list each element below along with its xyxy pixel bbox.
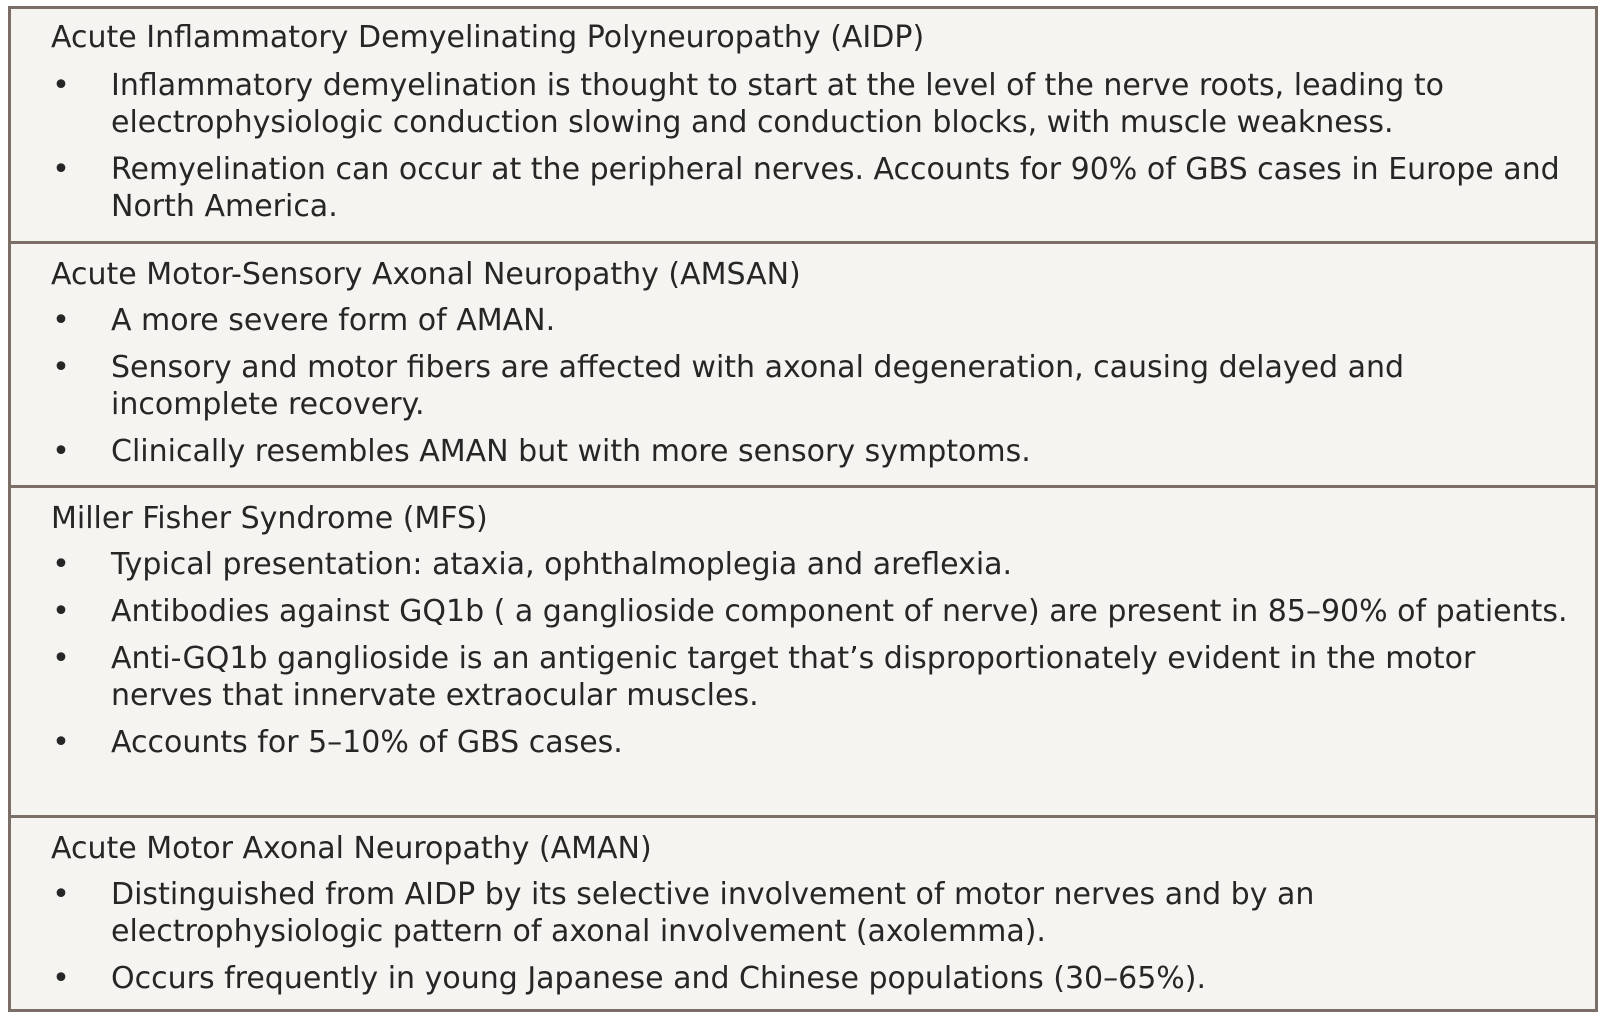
list-item-text: Occurs frequently in young Japanese and Chinese populations (30–65%).	[111, 961, 1207, 996]
list-item-text: Distinguished from AIDP by its selective involvement of motor nerves and by an electrophysiologic pattern of axonal involvement (axolemma).	[111, 877, 1315, 949]
list-item	[11, 546, 1595, 583]
list-item-text: Inflammatory demyelination is thought to start at the level of the nerve roots, leading to electrophysiologic conduction slowing and conduction blocks, with muscle weakness.	[111, 68, 1444, 140]
section-title: Miller Fisher Syndrome (MFS)	[51, 501, 488, 536]
list-item	[11, 876, 1595, 950]
bullet-icon: •	[52, 547, 70, 582]
bullet-icon: •	[52, 303, 70, 338]
list-item-text: A more severe form of AMAN.	[111, 303, 556, 338]
section-amsan	[11, 241, 1595, 485]
bullet-icon: •	[52, 961, 70, 996]
list-item-text: Anti-GQ1b ganglioside is an antigenic target that’s disproportionately evident in the motor nerves that innervate extraocular muscles.	[111, 641, 1476, 713]
list-item	[11, 724, 1595, 761]
list-item-text: Antibodies against GQ1b ( a ganglioside component of nerve) are present in 85–90% of patients.	[111, 594, 1568, 629]
list-item	[11, 302, 1595, 339]
bullet-list	[11, 546, 1595, 771]
list-item-text: Remyelination can occur at the peripheral nerves. Accounts for 90% of GBS cases in Europe and North America.	[111, 152, 1560, 224]
bullet-list	[11, 302, 1595, 480]
list-item-text: Accounts for 5–10% of GBS cases.	[111, 725, 623, 760]
list-item	[11, 593, 1595, 630]
section-aman	[11, 815, 1595, 1015]
gbs-subtypes-table	[8, 6, 1598, 1012]
list-item-text: Sensory and motor fibers are affected with axonal degeneration, causing delayed and incomplete recovery.	[111, 350, 1405, 422]
bullet-icon: •	[52, 641, 70, 676]
section-aidp	[11, 9, 1595, 241]
list-item	[11, 349, 1595, 423]
bullet-icon: •	[52, 350, 70, 385]
list-item	[11, 640, 1595, 714]
list-item-text: Typical presentation: ataxia, ophthalmoplegia and areflexia.	[111, 547, 1013, 582]
bullet-icon: •	[52, 434, 70, 469]
bullet-icon: •	[52, 594, 70, 629]
section-mfs	[11, 485, 1595, 815]
section-title: Acute Motor Axonal Neuropathy (AMAN)	[51, 831, 652, 866]
list-item	[11, 67, 1595, 141]
bullet-icon: •	[52, 877, 70, 912]
list-item	[11, 151, 1595, 225]
list-item	[11, 433, 1595, 470]
bullet-icon: •	[52, 152, 70, 187]
section-title: Acute Inflammatory Demyelinating Polyneuropathy (AIDP)	[51, 20, 925, 55]
list-item-text: Clinically resembles AMAN but with more sensory symptoms.	[111, 434, 1031, 469]
bullet-icon: •	[52, 725, 70, 760]
list-item	[11, 960, 1595, 997]
bullet-list	[11, 876, 1595, 1007]
bullet-list	[11, 67, 1595, 235]
bullet-icon: •	[52, 68, 70, 103]
section-title: Acute Motor-Sensory Axonal Neuropathy (AMSAN)	[51, 257, 801, 292]
